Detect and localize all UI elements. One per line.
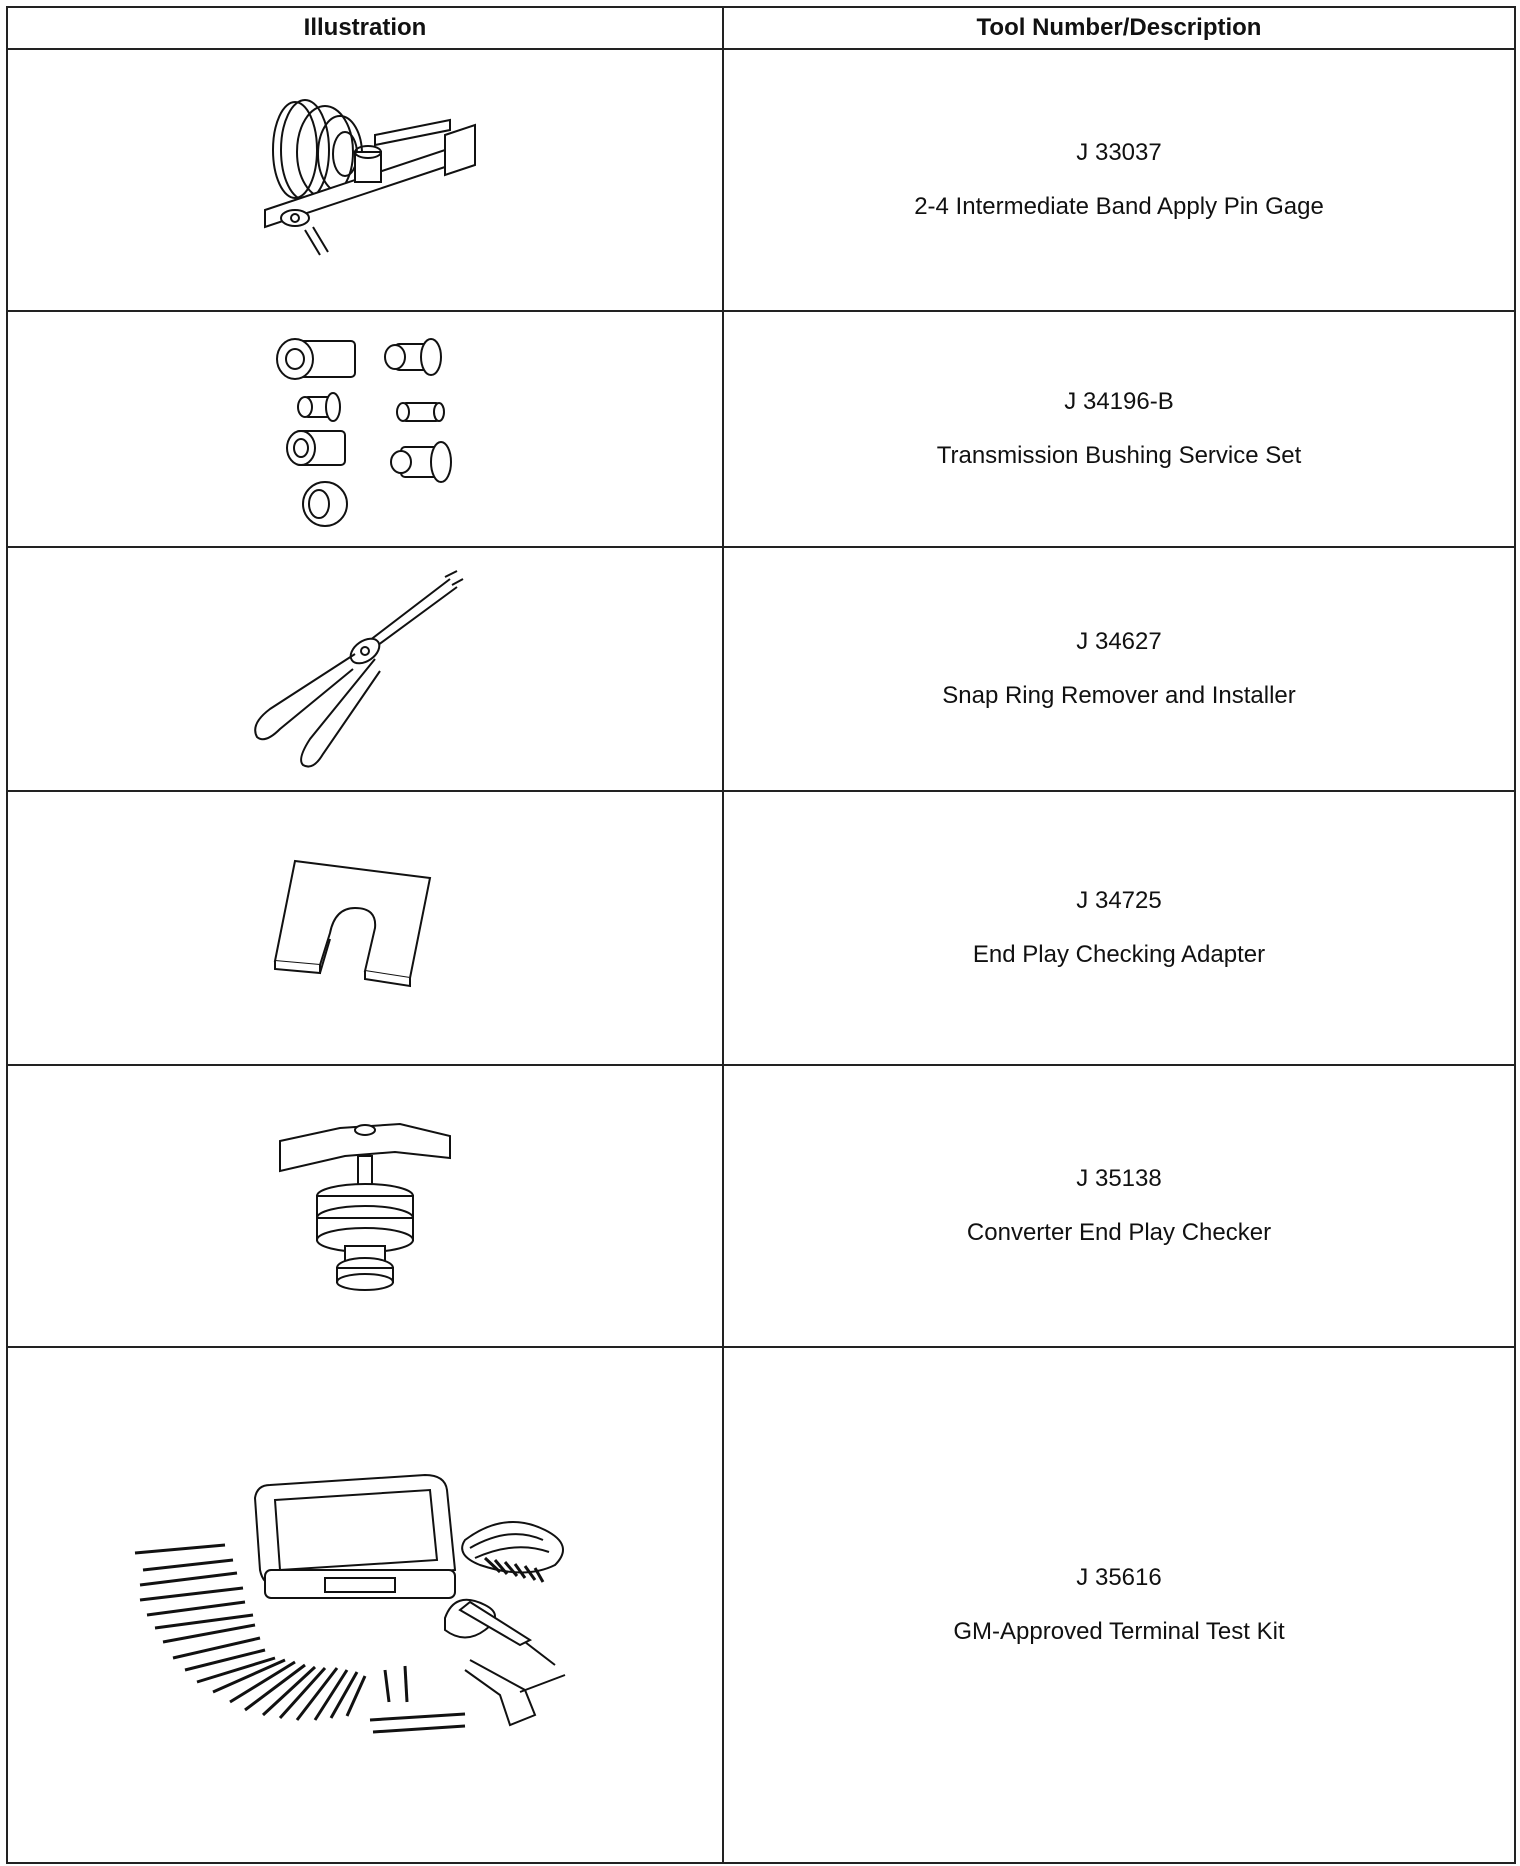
header-row	[7, 7, 1515, 49]
table-row	[7, 311, 1515, 547]
snap-ring-pliers-icon	[235, 559, 495, 779]
converter-checker-icon	[265, 1116, 465, 1296]
tool-description: End Play Checking Adapter	[972, 941, 1266, 968]
illustration-cell	[7, 49, 723, 311]
illustration-cell	[7, 1347, 723, 1863]
illustration-cell	[7, 311, 723, 547]
end-play-adapter-icon	[265, 853, 465, 1003]
illustration-cell	[7, 791, 723, 1065]
tool-description: Snap Ring Remover and Installer	[942, 682, 1296, 709]
tool-number: J 35138	[1076, 1165, 1162, 1192]
tool-number: J 33037	[1076, 139, 1162, 166]
tool-number: J 35616	[1076, 1564, 1162, 1591]
bushing-set-icon	[255, 319, 475, 539]
tool-description-cell	[723, 311, 1515, 547]
tools-table-container	[6, 6, 1514, 1860]
tool-description: GM-Approved Terminal Test Kit	[953, 1618, 1285, 1645]
table-row	[7, 547, 1515, 791]
special-tools-table	[6, 6, 1516, 1864]
tool-description-cell	[723, 547, 1515, 791]
tool-description-cell	[723, 1347, 1515, 1863]
tool-number: J 34725	[1076, 887, 1162, 914]
table-row	[7, 1347, 1515, 1863]
tool-number: J 34196-B	[1064, 388, 1174, 415]
table-row	[7, 791, 1515, 1065]
tool-description: 2-4 Intermediate Band Apply Pin Gage	[914, 193, 1324, 220]
tool-description-cell	[723, 49, 1515, 311]
tool-description: Transmission Bushing Service Set	[936, 442, 1302, 469]
band-apply-pin-gage-icon	[235, 90, 495, 270]
tool-description-cell	[723, 1065, 1515, 1347]
table-row	[7, 49, 1515, 311]
table-row	[7, 1065, 1515, 1347]
tool-description-cell	[723, 791, 1515, 1065]
illustration-header: Illustration	[7, 7, 723, 49]
tool-number: J 34627	[1076, 628, 1162, 655]
tool-description: Converter End Play Checker	[966, 1219, 1272, 1246]
illustration-cell	[7, 1065, 723, 1347]
terminal-test-kit-icon	[125, 1470, 605, 1740]
tool-header: Tool Number/Description	[723, 7, 1515, 49]
illustration-cell	[7, 547, 723, 791]
